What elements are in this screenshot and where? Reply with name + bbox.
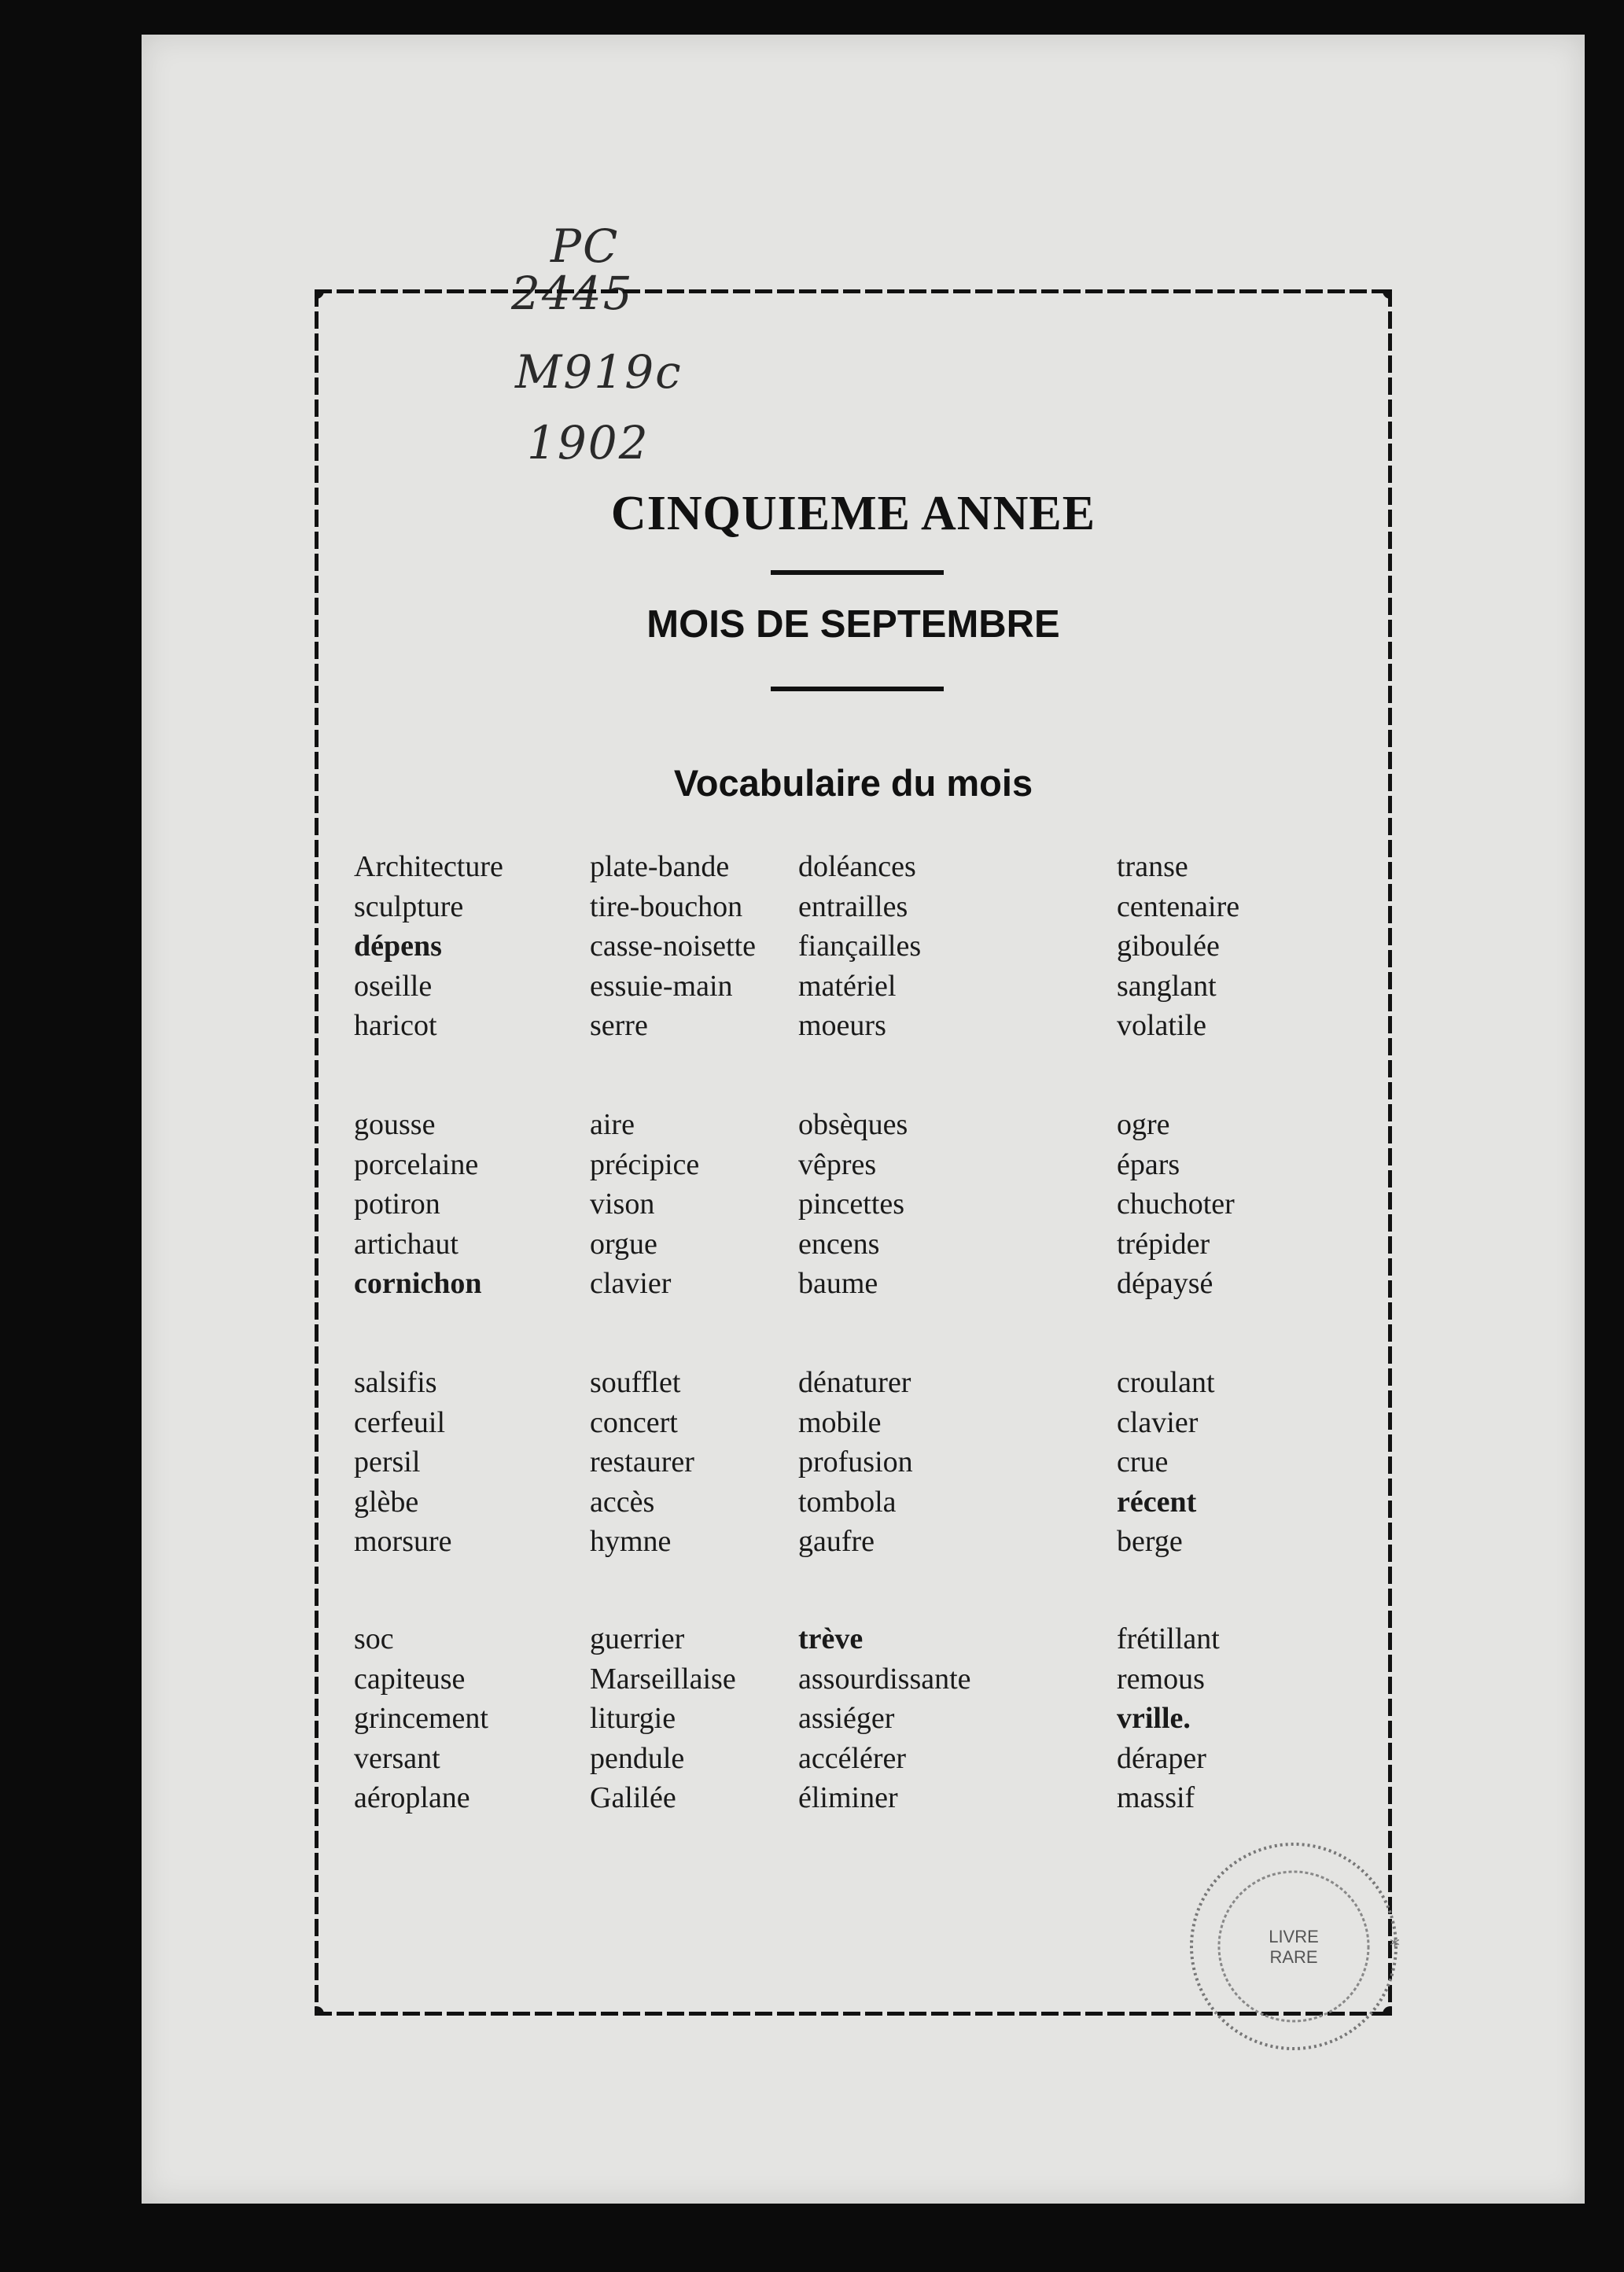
handwritten-year: 1902 — [527, 416, 650, 469]
vocab-word: frétillant — [1117, 1622, 1220, 1655]
vocab-word: entrailles — [798, 889, 908, 923]
vocab-word: potiron — [354, 1188, 440, 1221]
vocab-word: cornichon — [354, 1267, 482, 1300]
vocab-word: doléances — [798, 850, 916, 883]
vocab-word: gaufre — [798, 1525, 875, 1558]
vocab-word: profusion — [798, 1445, 913, 1478]
vocab-word: sculpture — [354, 889, 464, 923]
handwritten-cutter-number: M919c — [515, 345, 683, 399]
vocab-word: Galilée — [590, 1781, 676, 1814]
vocab-word: épars — [1117, 1147, 1180, 1181]
vocab-word: versant — [354, 1741, 440, 1775]
vocab-word: pincettes — [798, 1188, 905, 1221]
vocab-word: vison — [590, 1188, 655, 1221]
vocab-word: massif — [1117, 1781, 1195, 1814]
vocab-word: ogre — [1117, 1108, 1170, 1141]
vocab-word: casse-noisette — [590, 930, 757, 963]
vocab-word: précipice — [590, 1147, 700, 1181]
vocab-word: orgue — [590, 1227, 657, 1261]
vocab-word: porcelaine — [354, 1147, 479, 1181]
vocab-word: moeurs — [798, 1009, 886, 1042]
library-stamp — [1184, 1836, 1404, 2057]
stamp-line-1: LIVRE — [1269, 1927, 1319, 1946]
vocab-word: Architecture — [354, 850, 503, 883]
svg-text:*: * — [1390, 1935, 1400, 1958]
vocab-word: cerfeuil — [354, 1405, 446, 1439]
vocab-word: clavier — [1117, 1405, 1199, 1439]
vocab-word: pendule — [590, 1741, 685, 1775]
vocab-word: mobile — [798, 1405, 882, 1439]
vocab-word: guerrier — [590, 1622, 685, 1655]
handwritten-call-letters: PC — [551, 219, 620, 273]
vocab-word: capiteuse — [354, 1662, 466, 1696]
vocab-word: restaurer — [590, 1445, 694, 1478]
page-title: CINQUIEME ANNEE — [610, 487, 1096, 540]
vocab-word: liturgie — [590, 1702, 676, 1735]
vocab-word: gousse — [354, 1108, 436, 1141]
vocabulary-table — [315, 289, 1392, 2016]
vocab-word: concert — [590, 1405, 678, 1439]
vocab-word: croulant — [1117, 1366, 1215, 1399]
vocab-word: baume — [798, 1267, 878, 1300]
vocab-word: tire-bouchon — [590, 889, 743, 923]
section-title: Vocabulaire du mois — [673, 762, 1033, 804]
vocab-word: persil — [354, 1445, 421, 1478]
vocab-word: obsèques — [798, 1108, 908, 1141]
vocab-word: accélérer — [798, 1741, 907, 1775]
vocab-word: berge — [1117, 1525, 1183, 1558]
vocab-word: volatile — [1117, 1009, 1206, 1042]
bordered-frame — [315, 289, 1392, 2016]
vocab-word: récent — [1117, 1485, 1197, 1519]
vocab-word: remous — [1117, 1662, 1205, 1696]
vocab-word: tombola — [798, 1485, 897, 1519]
handwritten-call-number: 2445 — [511, 267, 634, 320]
vocab-word: dépaysé — [1117, 1267, 1213, 1300]
vocab-word: aire — [590, 1108, 635, 1141]
vocab-word: artichaut — [354, 1227, 458, 1261]
vocab-word: clavier — [590, 1267, 672, 1300]
vocab-word: serre — [590, 1009, 648, 1042]
vocab-word: Marseillaise — [590, 1662, 736, 1696]
vocab-word: assiéger — [798, 1702, 895, 1735]
vocab-word: crue — [1117, 1445, 1169, 1478]
vocab-word: trève — [798, 1622, 864, 1655]
vocab-word: transe — [1117, 850, 1188, 883]
stamp-line-2: RARE — [1269, 1947, 1318, 1967]
vocab-word: haricot — [354, 1009, 437, 1042]
vocab-word: plate-bande — [590, 850, 730, 883]
vocab-word: hymne — [590, 1525, 672, 1558]
vocab-word: assourdissante — [798, 1662, 971, 1696]
vocab-word: grincement — [354, 1702, 488, 1735]
vocab-word: accès — [590, 1485, 655, 1519]
vocab-word: vêpres — [798, 1147, 877, 1181]
vocab-word: soufflet — [590, 1366, 681, 1399]
vocab-word: oseille — [354, 969, 433, 1003]
page-subtitle: MOIS DE SEPTEMBRE — [646, 603, 1060, 646]
vocab-word: salsifis — [354, 1366, 437, 1399]
vocab-word: soc — [354, 1622, 394, 1655]
vocab-word: fiançailles — [798, 930, 922, 963]
vocab-word: matériel — [798, 969, 897, 1003]
vocab-word: centenaire — [1117, 889, 1240, 923]
vocab-word: trépider — [1117, 1227, 1210, 1261]
vocab-word: glèbe — [354, 1485, 419, 1519]
vocab-word: dépens — [354, 930, 442, 963]
vocab-word: déraper — [1117, 1741, 1206, 1775]
vocab-word: vrille. — [1117, 1702, 1191, 1735]
vocab-word: sanglant — [1117, 969, 1217, 1003]
vocab-word: aéroplane — [354, 1781, 470, 1814]
vocab-word: essuie-main — [590, 969, 733, 1003]
vocab-word: encens — [798, 1227, 880, 1261]
vocab-word: chuchoter — [1117, 1188, 1235, 1221]
vocab-word: giboulée — [1117, 930, 1220, 963]
vocab-word: éliminer — [798, 1781, 898, 1814]
vocab-word: dénaturer — [798, 1366, 911, 1399]
vocab-word: morsure — [354, 1525, 452, 1558]
